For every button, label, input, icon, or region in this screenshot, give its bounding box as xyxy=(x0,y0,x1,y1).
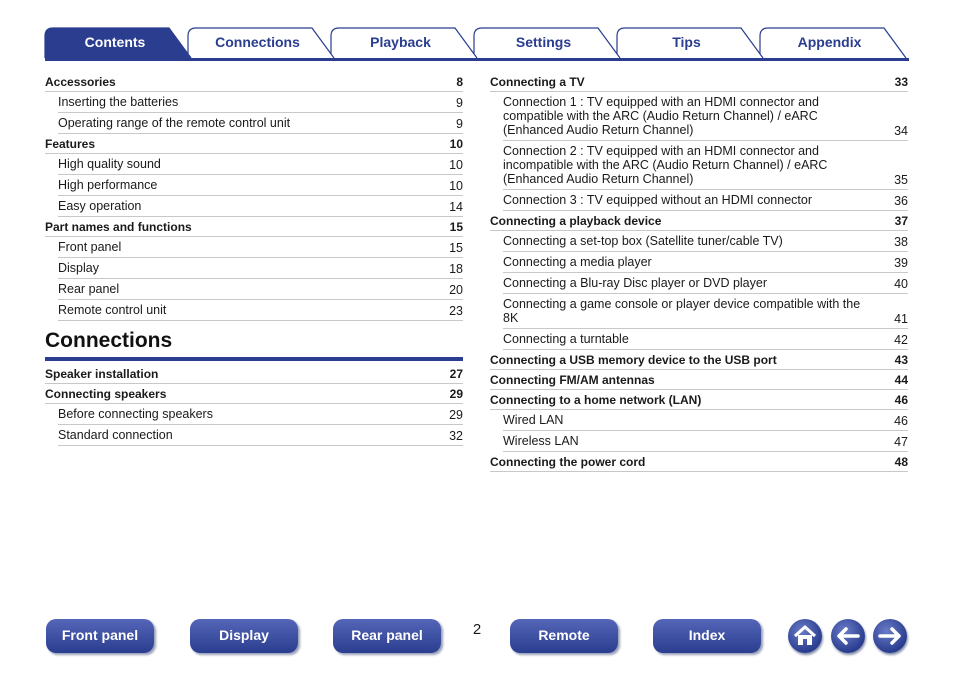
toc-page-number: 33 xyxy=(894,75,908,89)
toc-entry-title: Connection 3 : TV equipped without an HDMI connector xyxy=(503,193,812,207)
remote-button[interactable]: Remote xyxy=(510,619,618,653)
toc-entry-title: Connecting a media player xyxy=(503,255,652,269)
toc-entry-title: Speaker installation xyxy=(45,367,159,381)
toc-entry-title: Standard connection xyxy=(58,428,173,442)
toc-section-entry[interactable] xyxy=(45,364,463,384)
toc-subentry[interactable] xyxy=(58,92,463,113)
toc-entry-title: Easy operation xyxy=(58,199,142,213)
toc-section-entry[interactable] xyxy=(45,217,463,237)
arrow-right-icon xyxy=(873,619,907,653)
toc-section-entry[interactable] xyxy=(490,350,908,370)
toc-page-number: 10 xyxy=(449,158,463,172)
toc-section-entry[interactable] xyxy=(490,390,908,410)
toc-page-number: 14 xyxy=(449,200,463,214)
toc-entry-title: Connecting a game console or player device compatible with the 8K xyxy=(503,297,861,325)
tab-tips[interactable]: Tips xyxy=(672,34,701,50)
toc-entry-title: Connecting a playback device xyxy=(490,214,662,228)
toc-entry-title: Wireless LAN xyxy=(503,434,579,448)
toc-subentry[interactable] xyxy=(58,279,463,300)
toc-group-list xyxy=(490,72,908,472)
toc-page-number: 15 xyxy=(449,220,463,234)
toc-entry-title: Remote control unit xyxy=(58,303,167,317)
toc-subentry[interactable] xyxy=(58,113,463,134)
toc-subentry[interactable] xyxy=(58,300,463,321)
toc-page-number: 9 xyxy=(456,117,463,131)
toc-group-list xyxy=(45,72,463,321)
toc-page-number: 48 xyxy=(894,455,908,469)
tab-playback[interactable]: Playback xyxy=(370,34,431,50)
toc-entry-title: Connecting a Blu-ray Disc player or DVD player xyxy=(503,276,767,290)
toc-page-number: 46 xyxy=(894,414,908,428)
toc-page-number: 43 xyxy=(894,353,908,367)
toc-entry-title: Part names and functions xyxy=(45,220,192,234)
forward-button[interactable] xyxy=(873,619,907,653)
toc-entry-title: Connecting speakers xyxy=(45,387,167,401)
toc-section-entry[interactable] xyxy=(45,72,463,92)
toc-entry-title: Operating range of the remote control unit xyxy=(58,116,291,130)
toc-page-number: 20 xyxy=(449,283,463,297)
tab-baseline xyxy=(45,58,909,61)
toc-section-entry[interactable] xyxy=(490,370,908,390)
back-button[interactable] xyxy=(831,619,865,653)
toc-entry-title: Connecting FM/AM antennas xyxy=(490,373,655,387)
toc-page-number: 18 xyxy=(449,262,463,276)
toc-entry-title: Rear panel xyxy=(58,282,120,296)
index-button[interactable]: Index xyxy=(653,619,761,653)
toc-entry-title: Features xyxy=(45,137,96,151)
toc-entry-title: Connection 2 : TV equipped with an HDMI connector and incompatible with the ARC (Audio Return Channel) / eARC (Enhanced Audio Return Channel) xyxy=(503,144,828,186)
toc-subentry[interactable] xyxy=(58,404,463,425)
display-button[interactable]: Display xyxy=(190,619,298,653)
toc-right-column xyxy=(490,72,908,472)
toc-entry-title: High quality sound xyxy=(58,157,161,171)
toc-page-number: 36 xyxy=(894,194,908,208)
toc-entry-title: Connecting the power cord xyxy=(490,455,646,469)
toc-page-number: 46 xyxy=(894,393,908,407)
toc-page-number: 37 xyxy=(894,214,908,228)
front-panel-button[interactable]: Front panel xyxy=(46,619,154,653)
toc-section-entry[interactable] xyxy=(490,211,908,231)
home-icon xyxy=(788,619,822,653)
arrow-left-icon xyxy=(831,619,865,653)
tab-bar xyxy=(0,0,954,64)
toc-entry-title: Connecting a set-top box (Satellite tuner/cable TV) xyxy=(503,234,783,248)
toc-entry-title: Inserting the batteries xyxy=(58,95,179,109)
toc-page-number: 44 xyxy=(894,373,908,387)
toc-subentry[interactable] xyxy=(503,273,908,294)
toc-subentry[interactable] xyxy=(503,190,908,211)
toc-subentry[interactable] xyxy=(58,425,463,446)
toc-page-number: 42 xyxy=(894,333,908,347)
toc-subentry[interactable] xyxy=(58,154,463,175)
toc-page-number: 29 xyxy=(449,387,463,401)
toc-subentry[interactable] xyxy=(503,141,908,190)
home-button[interactable] xyxy=(788,619,822,653)
toc-subentry[interactable] xyxy=(58,237,463,258)
toc-entry-title: Connecting a TV xyxy=(490,75,585,89)
toc-page-number: 29 xyxy=(449,408,463,422)
toc-page-number: 27 xyxy=(449,367,463,381)
toc-entry-title: Wired LAN xyxy=(503,413,564,427)
toc-page-number: 10 xyxy=(449,137,463,151)
toc-page-number: 9 xyxy=(456,96,463,110)
toc-section-entry[interactable] xyxy=(45,134,463,154)
toc-entry-title: Before connecting speakers xyxy=(58,407,213,421)
toc-section-entry[interactable] xyxy=(45,384,463,404)
tab-appendix[interactable]: Appendix xyxy=(797,34,862,50)
tab-contents[interactable]: Contents xyxy=(84,34,146,50)
toc-page-number: 23 xyxy=(449,304,463,318)
toc-subentry[interactable] xyxy=(503,294,908,329)
toc-page-number: 32 xyxy=(449,429,463,443)
toc-subentry[interactable] xyxy=(503,431,908,452)
rear-panel-button[interactable]: Rear panel xyxy=(333,619,441,653)
tab-connections[interactable]: Connections xyxy=(215,34,300,50)
toc-subentry[interactable] xyxy=(503,329,908,350)
section-title: Connections xyxy=(45,329,463,361)
toc-entry-title: Connecting a turntable xyxy=(503,332,629,346)
toc-page-number: 10 xyxy=(449,179,463,193)
toc-subentry[interactable] xyxy=(503,231,908,252)
toc-entry-title: Display xyxy=(58,261,99,275)
toc-subentry[interactable] xyxy=(58,258,463,279)
toc-subentry[interactable] xyxy=(503,92,908,141)
toc-page-number: 38 xyxy=(894,235,908,249)
toc-entry-title: High performance xyxy=(58,178,158,192)
toc-page-number: 8 xyxy=(456,75,463,89)
tab-shapes xyxy=(0,0,954,64)
toc-page-number: 15 xyxy=(449,241,463,255)
tab-settings[interactable]: Settings xyxy=(515,34,572,50)
toc-entry-title: Connection 1 : TV equipped with an HDMI connector and compatible with the ARC (Audio Return Channel) / eARC (Enhanced Audio Return Channel) xyxy=(503,95,819,137)
toc-group-list xyxy=(45,364,463,446)
toc-subentry[interactable] xyxy=(58,175,463,196)
toc-subentry[interactable] xyxy=(58,196,463,217)
toc-subentry[interactable] xyxy=(503,252,908,273)
toc-page-number: 40 xyxy=(894,277,908,291)
toc-entry-title: Connecting a USB memory device to the USB port xyxy=(490,353,777,367)
toc-left-column xyxy=(45,72,463,446)
toc-section-entry[interactable] xyxy=(490,452,908,472)
toc-page-number: 34 xyxy=(894,124,908,138)
toc-page-number: 47 xyxy=(894,435,908,449)
toc-entry-title: Accessories xyxy=(45,75,116,89)
toc-page-number: 39 xyxy=(894,256,908,270)
toc-entry-title: Connecting to a home network (LAN) xyxy=(490,393,702,407)
toc-subentry[interactable] xyxy=(503,410,908,431)
toc-entry-title: Front panel xyxy=(58,240,122,254)
toc-page-number: 35 xyxy=(894,173,908,187)
toc-page-number: 41 xyxy=(894,312,908,326)
page-number: 2 xyxy=(472,621,482,638)
toc-section-entry[interactable] xyxy=(490,72,908,92)
